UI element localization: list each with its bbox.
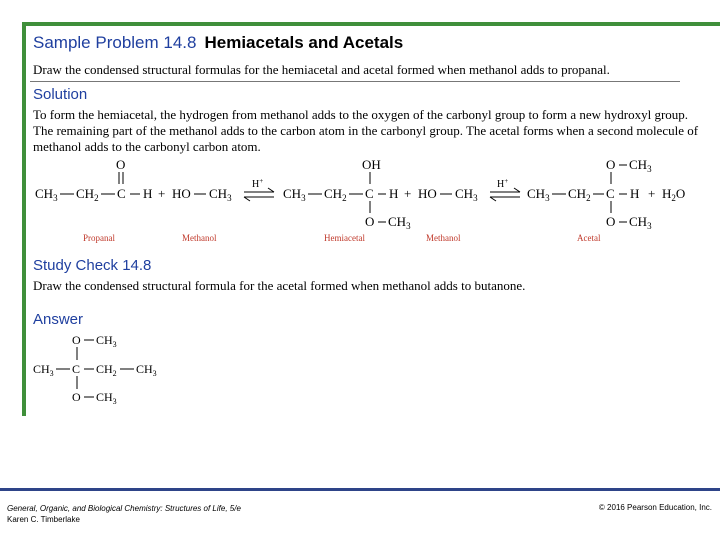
svg-text:CH2: $CH_2$ bbox=[568, 186, 591, 203]
label-hemiacetal: Hemiacetal bbox=[324, 233, 365, 243]
svg-text:CH3: $CH_3$ bbox=[283, 186, 306, 203]
title-subject: Hemiacetals and Acetals bbox=[204, 33, 404, 52]
propanal-structure bbox=[35, 157, 152, 203]
svg-text:O: O bbox=[72, 333, 81, 347]
svg-text:CH3: $CH_3$ bbox=[209, 186, 232, 203]
svg-text:CH3: $CH_3$ bbox=[629, 214, 652, 231]
svg-text:C: C bbox=[117, 186, 126, 201]
frame-top-bar bbox=[22, 22, 720, 26]
svg-text:C: C bbox=[72, 362, 81, 376]
svg-text:O: O bbox=[606, 214, 616, 229]
hemiacetal-structure bbox=[283, 157, 411, 231]
title-prefix: Sample Problem 14.8 bbox=[33, 33, 197, 52]
svg-text:C: C bbox=[606, 186, 615, 201]
solution-heading: Solution bbox=[33, 86, 88, 103]
label-propanal: Propanal bbox=[83, 233, 115, 243]
svg-text:H: H bbox=[630, 186, 640, 201]
svg-text:OH: OH bbox=[362, 157, 381, 172]
svg-text:CH3: $CH_3$ bbox=[33, 362, 54, 378]
plus-sign: + bbox=[404, 186, 412, 201]
problem-statement: Draw the condensed structural formulas for the hemiacetal and acetal formed when methanol adds to propanal. bbox=[33, 62, 610, 77]
study-check-text: Draw the condensed structural formula for the acetal formed when methanol adds to butanone. bbox=[33, 278, 526, 293]
label-acetal: Acetal bbox=[577, 233, 601, 243]
solution-text: To form the hemiacetal, the hydrogen from methanol adds to the oxygen of the carbonyl group to form a new hydroxyl group. The remaining part of the methanol adds to the carbon atom in the carbonyl group. The acetal forms when a second molecule of methanol adds to the carbonyl carbon atom. bbox=[33, 107, 699, 154]
footer-divider bbox=[0, 488, 720, 491]
methanol-structure bbox=[172, 186, 232, 203]
svg-text:CH2: $CH_2$ bbox=[324, 186, 347, 203]
svg-text:CH3: $CH_3$ bbox=[527, 186, 550, 203]
label-methanol-2: Methanol bbox=[426, 233, 461, 243]
svg-text:CH2: $CH_2$ bbox=[76, 186, 99, 203]
svg-text:CH3: $CH_3$ bbox=[96, 390, 117, 406]
answer-structure bbox=[30, 330, 170, 406]
reaction-scheme bbox=[30, 155, 720, 247]
footer-book-title: General, Organic, and Biological Chemistry: Structures of Life, 5/e bbox=[7, 504, 241, 513]
slide-title bbox=[33, 33, 403, 53]
answer-heading: Answer bbox=[33, 311, 84, 328]
equilibrium-arrow-1 bbox=[244, 177, 274, 201]
svg-text:CH3: $CH_3$ bbox=[136, 362, 157, 378]
svg-text:O: O bbox=[72, 390, 81, 404]
divider bbox=[30, 81, 680, 82]
plus-sign: + bbox=[648, 186, 656, 201]
footer-copyright: © 2016 Pearson Education, Inc. bbox=[598, 503, 712, 512]
svg-text:CH2: $CH_2$ bbox=[96, 362, 117, 378]
svg-text:C: C bbox=[365, 186, 374, 201]
equilibrium-arrow-2 bbox=[490, 177, 520, 201]
methanol-structure-2 bbox=[418, 186, 478, 203]
svg-text:H+: H+ bbox=[497, 177, 509, 190]
study-check-heading: Study Check 14.8 bbox=[33, 257, 152, 274]
footer-author: Karen C. Timberlake bbox=[7, 515, 80, 524]
svg-text:H: H bbox=[143, 186, 153, 201]
plus-sign: + bbox=[158, 186, 166, 201]
svg-text:CH3: $CH_3$ bbox=[35, 186, 58, 203]
svg-text:O: O bbox=[365, 214, 375, 229]
water-structure bbox=[662, 186, 685, 203]
label-methanol: Methanol bbox=[182, 233, 217, 243]
footer-citation bbox=[7, 503, 241, 525]
svg-text:CH3: $CH_3$ bbox=[388, 214, 411, 231]
svg-text:H: H bbox=[389, 186, 399, 201]
svg-text:CH3: $CH_3$ bbox=[629, 157, 652, 174]
svg-text:CH3: $CH_3$ bbox=[96, 333, 117, 349]
svg-text:H2O: $H_2O$ bbox=[662, 186, 686, 203]
frame-left-bar bbox=[22, 22, 26, 416]
svg-text:HO: HO bbox=[418, 186, 437, 201]
acetal-structure bbox=[527, 157, 652, 231]
svg-text:O: O bbox=[606, 157, 616, 172]
svg-text:O: O bbox=[116, 157, 126, 172]
svg-text:CH3: $CH_3$ bbox=[455, 186, 478, 203]
svg-text:HO: HO bbox=[172, 186, 191, 201]
svg-text:H+: H+ bbox=[252, 177, 264, 190]
